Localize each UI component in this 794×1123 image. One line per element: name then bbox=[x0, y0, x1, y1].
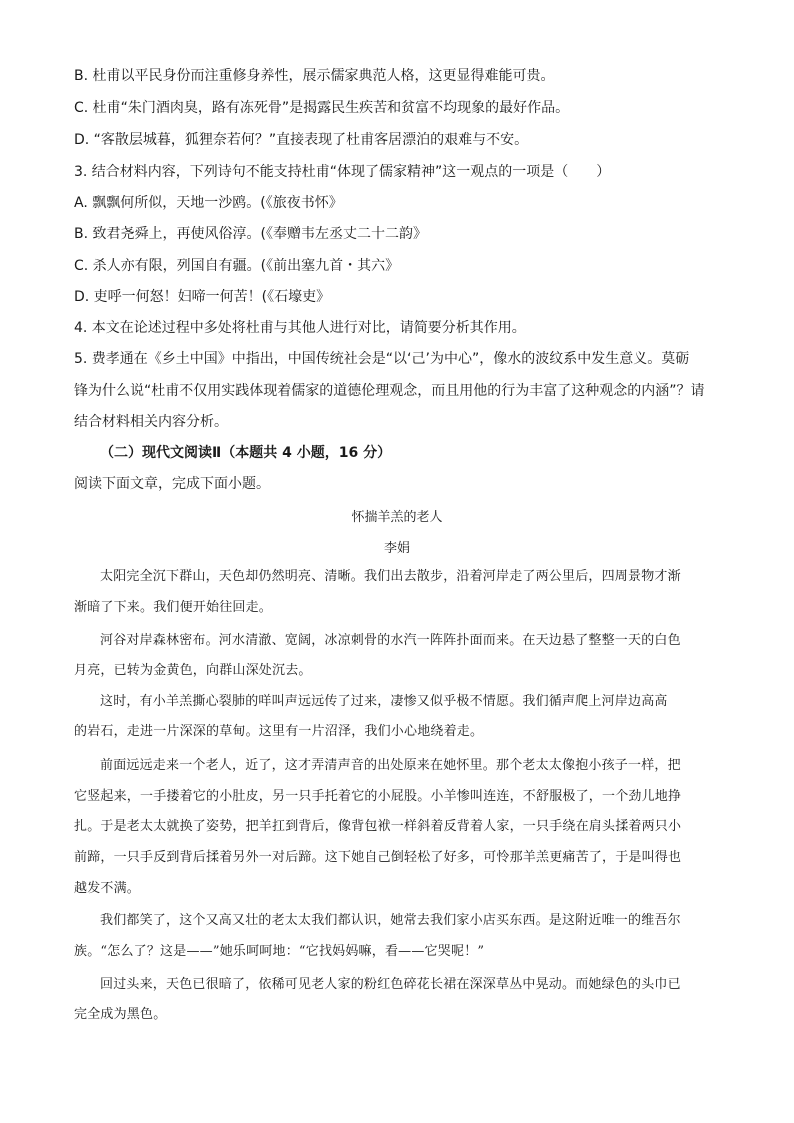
question-5-line-1: 5. 费孝通在《乡土中国》中指出，中国传统社会是“以‘己’为中心”，像水的波纹系中发生意义。莫砺 bbox=[74, 351, 690, 367]
passage-line: 完全成为黑色。 bbox=[74, 1007, 167, 1022]
question-4: 4. 本文在论述过程中多处将杜甫与其他人进行对比，请简要分析其作用。 bbox=[74, 320, 526, 336]
passage-line: 渐暗了下来。我们便开始往回走。 bbox=[74, 600, 273, 615]
question-5-line-2: 锋为什么说“杜甫不仅用实践体现着儒家的道德伦理观念，而且用他的行为丰富了这种观念的内涵”？请 bbox=[74, 383, 705, 399]
passage-line: 前蹄，一只手反到背后揉着另外一对后蹄。这下她自己倒轻松了好多，可怜那羊羔更痛苦了，于是叫得也 bbox=[74, 850, 682, 865]
option-b: B. 杜甫以平民身份而注重修身养性，展示儒家典范人格，这更显得难能可贵。 bbox=[74, 68, 555, 84]
passage-line: 这时，有小羊羔撕心裂肺的咩叫声远远传了过来，凄惨又似乎极不情愿。我们循声爬上河岸边高高 bbox=[100, 694, 668, 709]
passage-author: 李娟 bbox=[383, 541, 410, 556]
passage-line: 族。“怎么了？这是——”她乐呵呵地：“它找妈妈嘛，看——它哭呢！” bbox=[74, 944, 485, 959]
passage-line: 回过头来，天色已很暗了，依稀可见老人家的粉红色碎花长裙在深深草丛中晃动。而她绿色的头巾已 bbox=[100, 977, 681, 992]
passage-line: 我们都笑了，这个又高又壮的老太太我们都认识，她常去我们家小店买东西。是这附近唯一的维吾尔 bbox=[100, 913, 681, 928]
passage-line: 越发不满。 bbox=[74, 881, 141, 896]
question-3: 3. 结合材料内容，下列诗句不能支持杜甫“体现了儒家精神”这一观点的一项是（ ） bbox=[74, 164, 611, 180]
section-instruction: 阅读下面文章，完成下面小题。 bbox=[74, 476, 270, 492]
option-c: C. 杜甫“朱门酒肉臭，路有冻死骨”是揭露民生疾苦和贫富不均现象的最好作品。 bbox=[74, 100, 570, 116]
passage-line: 的岩石，走进一片深深的草甸。这里有一片沼泽，我们小心地绕着走。 bbox=[74, 724, 484, 739]
passage-line: 太阳完全沉下群山，天色却仍然明亮、清晰。我们出去散步，沿着河岸走了两公里后，四周景物才渐 bbox=[100, 569, 681, 584]
passage-title: 怀揣羊羔的老人 bbox=[351, 510, 443, 525]
question-3-option-b: B. 致君尧舜上，再使风俗淳。(《奉赠韦左丞丈二十二韵》 bbox=[74, 226, 427, 242]
passage-line: 河谷对岸森林密布。河水清澈、宽阔，冰凉刺骨的水汽一阵阵扑面而来。在天边悬了整整一天的白色 bbox=[100, 633, 681, 648]
passage-line: 扎。于是老太太就换了姿势，把羊扛到背后，像背包袱一样斜着反背着人家，一只手绕在肩头揉着两只小 bbox=[74, 819, 682, 834]
section-heading: （二）现代文阅读Ⅱ（本题共 4 小题，16 分） bbox=[100, 445, 392, 461]
option-d: D. “客散层城暮，狐狸奈若何？”直接表现了杜甫客居漂泊的艰难与不安。 bbox=[74, 132, 529, 148]
passage-line: 月亮，已转为金黄色，向群山深处沉去。 bbox=[74, 663, 312, 678]
question-3-option-c: C. 杀人亦有限，列国自有疆。(《前出塞九首・其六》 bbox=[74, 258, 400, 274]
question-3-option-a: A. 飘飘何所似，天地一沙鸥。(《旅夜书怀》 bbox=[74, 195, 343, 211]
question-5-line-3: 结合材料相关内容分析。 bbox=[74, 414, 228, 430]
question-3-option-d: D. 吏呼一何怒！妇啼一何苦！(《石壕吏》 bbox=[74, 289, 331, 305]
passage-line: 它竖起来，一手搂着它的小肚皮，另一只手托着它的小屁股。小羊惨叫连连，不舒服极了，一个劲儿地挣 bbox=[74, 789, 682, 804]
passage-line: 前面远远走来一个老人，近了，这才弄清声音的出处原来在她怀里。那个老太太像抱小孩子一样，把 bbox=[100, 758, 681, 773]
